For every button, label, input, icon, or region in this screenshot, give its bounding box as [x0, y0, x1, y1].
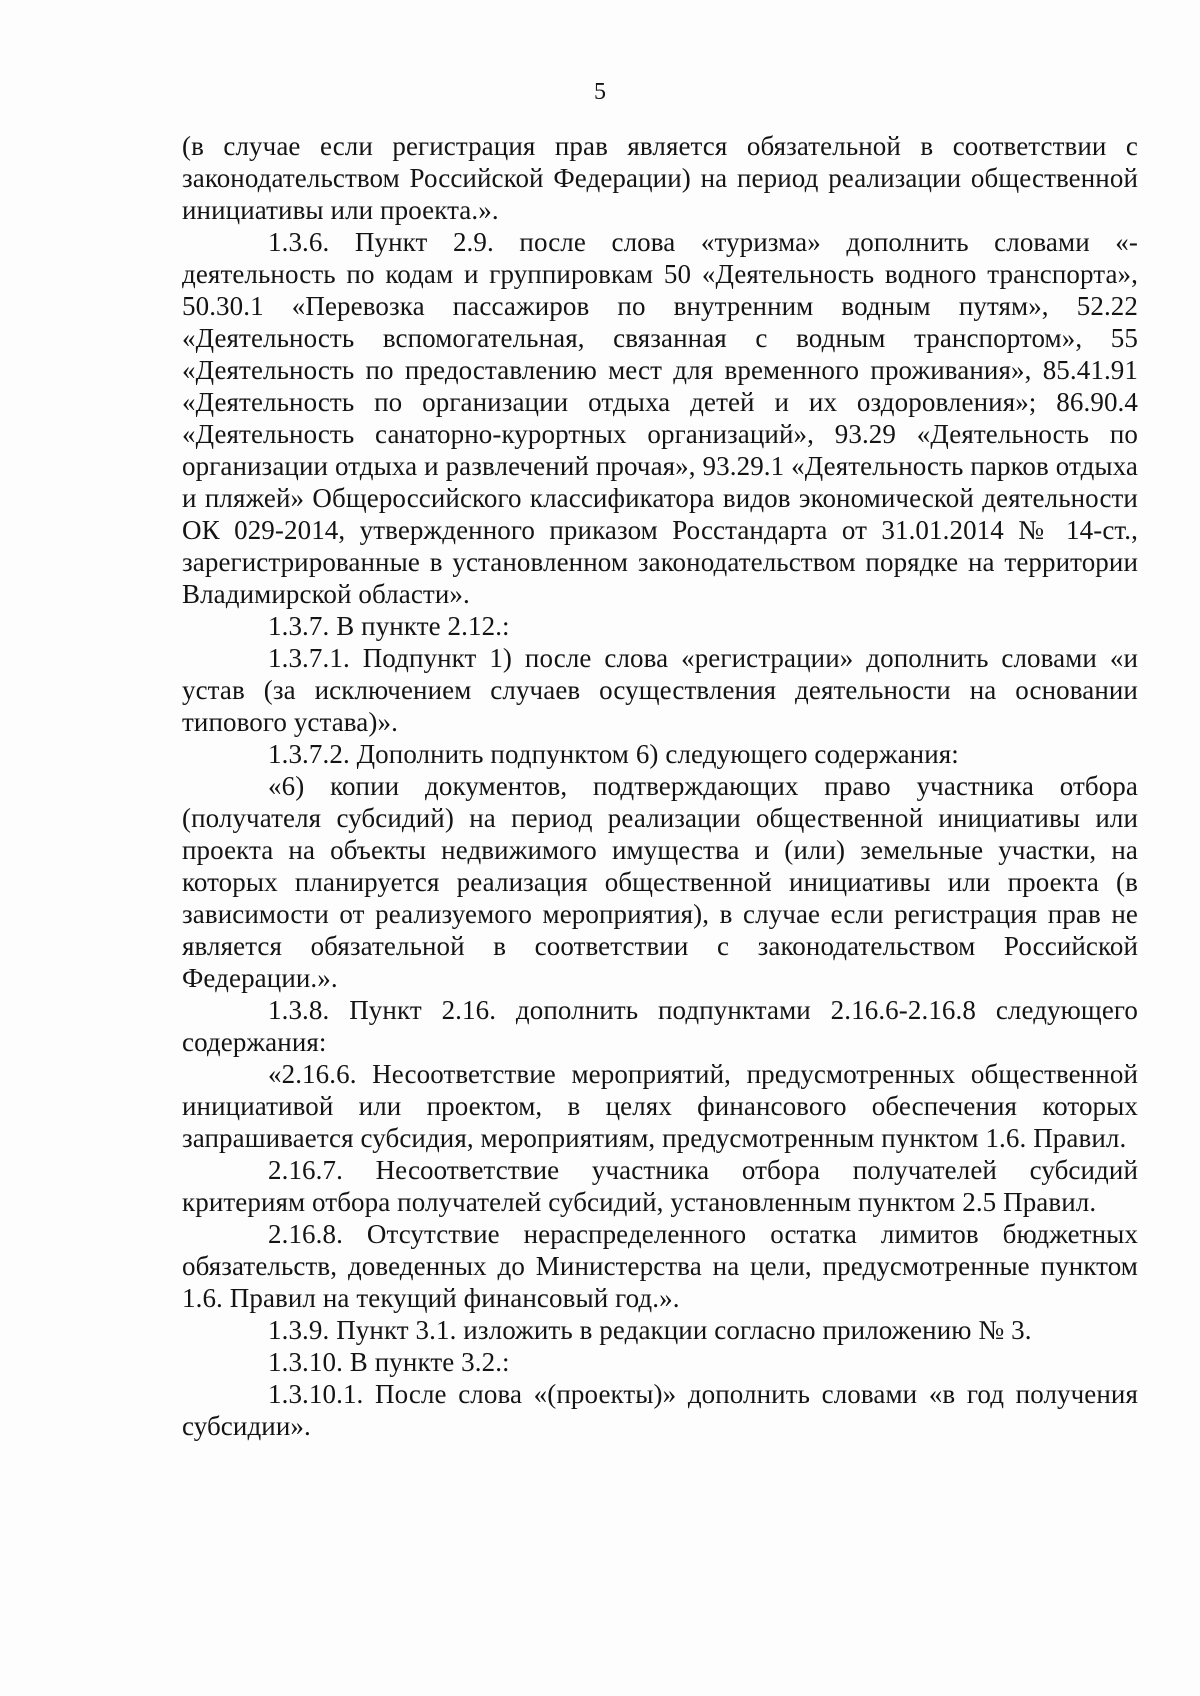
paragraph-continuation: (в случае если регистрация прав является обязательной в соответствии с законодательством Российской Федерации) на период реализации общественной инициативы или проекта.». — [182, 131, 1138, 225]
paragraph-1-3-10: 1.3.10. В пункте 3.2.: — [268, 1347, 510, 1377]
paragraph-2-16-6: «2.16.6. Несоответствие мероприятий, предусмотренных общественной инициативой или проектом, в целях финансового обеспечения которых запрашивается субсидия, мероприятиям, предусмотренным пунктом 1.6. Правил. — [182, 1059, 1138, 1153]
paragraph-2-16-8: 2.16.8. Отсутствие нераспределенного остатка лимитов бюджетных обязательств, доведенных до Министерства на цели, предусмотренные пунктом 1.6. Правил на текущий финансовый год.». — [182, 1219, 1138, 1313]
document-body — [182, 130, 1138, 1442]
paragraph-subpoint-6: «6) копии документов, подтверждающих право участника отбора (получателя субсидий) на период реализации общественной инициативы или проекта на объекты недвижимого имущества и (или) земельные участки, на которых планируется реализация общественной инициативы или проекта (в зависимости от реализуемого мероприятия), в случае если регистрация прав не является обязательной в соответствии с законодательством Российской Федерации.». — [182, 771, 1138, 993]
paragraph-1-3-7-2: 1.3.7.2. Дополнить подпунктом 6) следующего содержания: — [268, 739, 959, 769]
paragraph-1-3-8: 1.3.8. Пункт 2.16. дополнить подпунктами 2.16.6-2.16.8 следующего содержания: — [182, 995, 1138, 1057]
page-number: 5 — [594, 79, 606, 105]
paragraph-1-3-7-1: 1.3.7.1. Подпункт 1) после слова «регистрации» дополнить словами «и устав (за исключением случаев осуществления деятельности на основании типового устава)». — [182, 643, 1138, 737]
paragraph-2-16-7: 2.16.7. Несоответствие участника отбора получателей субсидий критериям отбора получателей субсидий, установленным пунктом 2.5 Правил. — [182, 1155, 1138, 1217]
paragraph-1-3-9: 1.3.9. Пункт 3.1. изложить в редакции согласно приложению № 3. — [268, 1315, 1032, 1345]
paragraph-1-3-6: 1.3.6. Пункт 2.9. после слова «туризма» дополнить словами «- деятельность по кодам и группировкам 50 «Деятельность водного транспорта», 50.30.1 «Перевозка пассажиров по внутренним водным путям», 52.22 «Деятельность вспомогательная, связанная с водным транспортом», 55 «Деятельность по предоставлению мест для временного проживания», 85.41.91 «Деятельность по организации отдыха детей и их оздоровления»; 86.90.4 «Деятельность санаторно-курортных организаций», 93.29 «Деятельность по организации отдыха и развлечений прочая», 93.29.1 «Деятельность парков отдыха и пляжей» Общероссийского классификатора видов экономической деятельности ОК 029-2014, утвержденного приказом Росстандарта от 31.01.2014 № 14-ст., зарегистрированные в установленном законодательством порядке на территории Владимирской области». — [182, 227, 1138, 609]
paragraph-1-3-10-1: 1.3.10.1. После слова «(проекты)» дополнить словами «в год получения субсидии». — [182, 1379, 1138, 1441]
paragraph-1-3-7: 1.3.7. В пункте 2.12.: — [268, 611, 510, 641]
